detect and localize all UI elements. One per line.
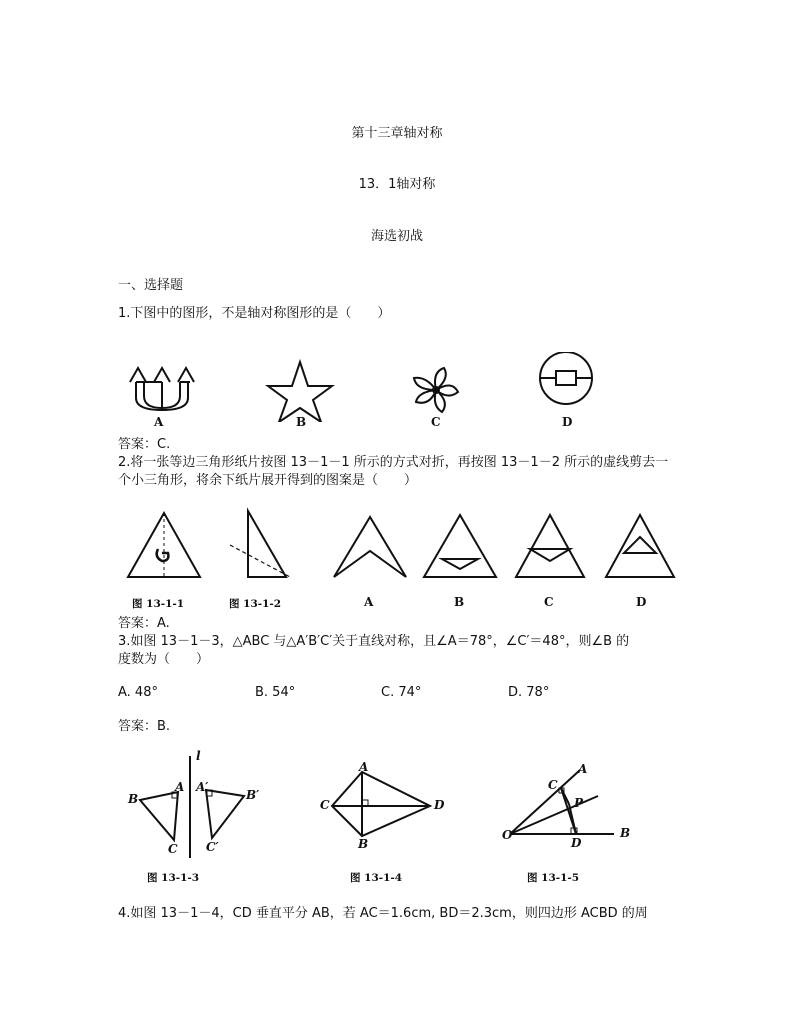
question-1-text: 1.下图中的图形，不是轴对称图形的是（ ） — [118, 306, 391, 321]
q2-caption-1: 图 13-1-1 — [132, 598, 185, 610]
q2-label-c: C — [544, 595, 554, 609]
trident-figure — [130, 368, 194, 410]
section-subtitle: 13．1轴对称 — [358, 177, 436, 192]
fig5-point-b: B — [620, 826, 631, 840]
question-4-text: 4.如图 13－1－4，CD 垂直平分 AB，若 AC＝1.6cm, BD＝2.3cm，则四边形 ACBD 的周 — [118, 906, 648, 921]
fig5-point-c: C — [548, 778, 558, 792]
half-triangle-figure — [230, 511, 290, 577]
fig5-caption: 图 13-1-5 — [527, 872, 580, 884]
question-2-line-1: 2.将一张等边三角形纸片按图 13－1－1 所示的方式对折，再按图 13－1－2 所示的虚线剪去一 — [118, 455, 669, 470]
fig4-point-c: C — [320, 798, 330, 812]
fig5-point-o: O — [502, 828, 513, 842]
fig3-line-l: l — [196, 749, 201, 763]
q3-option-d: D. 78° — [508, 685, 550, 700]
question-2-line-2: 个小三角形，将余下纸片展开得到的图案是（ ） — [118, 473, 418, 488]
option-a-figure — [334, 517, 406, 577]
q3-option-c: C. 74° — [381, 685, 422, 700]
folded-triangle-figure — [128, 513, 200, 577]
section-heading: 海选初战 — [370, 229, 423, 244]
q3-option-b: B. 54° — [255, 685, 296, 700]
reflection-figure — [140, 756, 244, 858]
q1-label-a: A — [154, 415, 164, 429]
q2-label-a: A — [364, 595, 374, 609]
kite-figure — [332, 772, 430, 836]
question-3-answer: 答案：B. — [118, 719, 171, 734]
question-1-answer: 答案：C. — [118, 437, 171, 452]
option-b-figure — [424, 515, 496, 577]
fig3-caption: 图 13-1-3 — [147, 872, 200, 884]
fig4-caption: 图 13-1-4 — [350, 872, 403, 884]
fig3-point-c-prime: C′ — [206, 840, 219, 854]
fig5-point-d: D — [571, 836, 582, 850]
q2-label-d: D — [636, 595, 647, 609]
pinwheel-figure — [414, 368, 458, 412]
question-3-line-2: 度数为（ ） — [118, 652, 210, 667]
fig4-point-d: D — [434, 798, 445, 812]
q2-figures — [118, 505, 688, 585]
chapter-title: 第十三章轴对称 — [351, 126, 443, 141]
q1-label-d: D — [562, 415, 573, 429]
star-figure — [268, 362, 332, 422]
fig3-point-b-prime: B′ — [246, 788, 260, 802]
geometry-figures — [118, 752, 638, 862]
q2-label-b: B — [454, 595, 465, 609]
fig4-point-b: B — [358, 837, 369, 851]
fig3-point-a-prime: A′ — [196, 780, 209, 794]
fig5-point-p: P — [574, 796, 584, 810]
question-2-answer: 答案：A. — [118, 616, 170, 631]
q1-label-b: B — [296, 415, 307, 429]
fig3-point-a: A — [175, 780, 185, 794]
section-label: 一、选择题 — [118, 278, 184, 293]
fig4-point-a: A — [359, 760, 369, 774]
option-c-figure — [516, 515, 584, 577]
q1-label-c: C — [431, 415, 441, 429]
angle-bisector-figure — [510, 770, 614, 834]
q2-caption-2: 图 13-1-2 — [229, 598, 282, 610]
fig3-point-c: C — [168, 842, 178, 856]
coin-figure — [540, 352, 592, 404]
fig5-point-a: A — [578, 762, 588, 776]
question-3-line-1: 3.如图 13－1－3，△ABC 与△A′B′C′关于直线对称，且∠A＝78°，∠C′＝48°，则∠B 的 — [118, 634, 630, 649]
option-d-figure — [606, 515, 674, 577]
q3-option-a: A. 48° — [118, 685, 158, 700]
q1-figures — [118, 352, 618, 422]
fig3-point-b: B — [128, 792, 139, 806]
